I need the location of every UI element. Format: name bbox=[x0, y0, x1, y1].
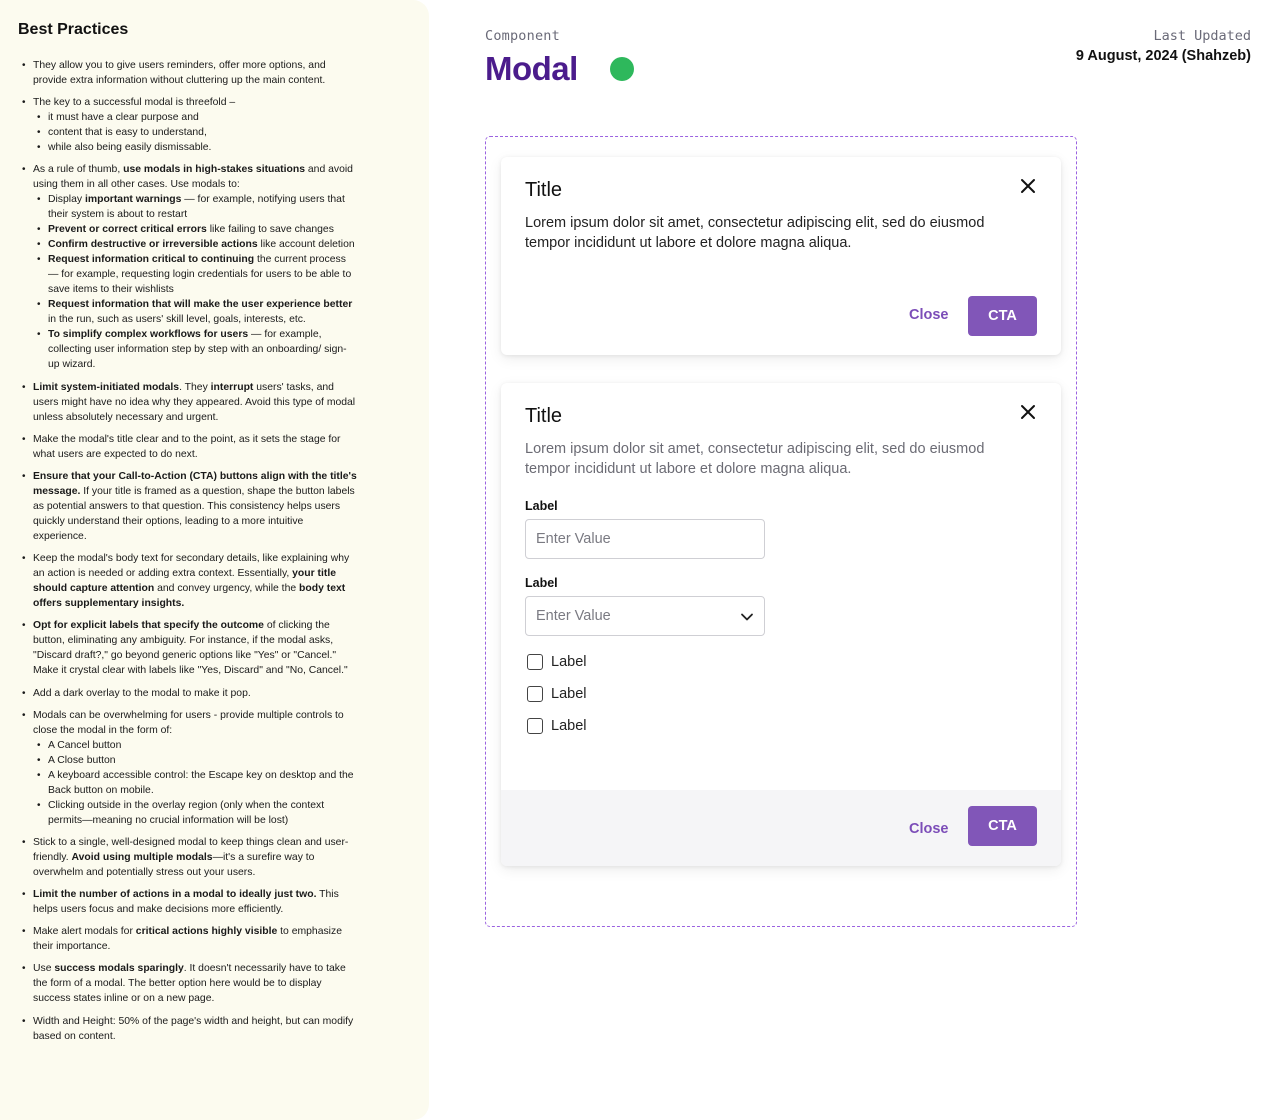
body-text: like account deletion bbox=[257, 239, 355, 251]
body-text: Width and Height: 50% of the page's width and height, but can modify based on content. bbox=[33, 1015, 354, 1042]
best-practices-title: Best Practices bbox=[18, 21, 129, 38]
text-input[interactable] bbox=[525, 519, 765, 559]
checkbox[interactable] bbox=[527, 718, 543, 734]
best-practice-subitem bbox=[33, 125, 358, 140]
best-practice-item bbox=[18, 432, 358, 462]
modal-body-text: Lorem ipsum dolor sit amet, consectetur adipiscing elit, sed do eiusmod tempor incididunt ut labore et dolore magna aliqua. bbox=[525, 215, 985, 251]
body-text: Display bbox=[48, 194, 85, 206]
best-practice-text bbox=[33, 926, 342, 952]
best-practice-text bbox=[33, 60, 326, 86]
emphasis-text: Request information that will make the user experience better bbox=[48, 299, 353, 311]
body-text: Stick to a single, well-designed modal to keep things clean and user-friendly. bbox=[33, 836, 349, 863]
body-text: They allow you to give users reminders, offer more options, and provide extra information without cluttering up the main content. bbox=[33, 60, 326, 86]
chevron-down-icon bbox=[740, 610, 754, 629]
body-text: If your title is framed as a question, shape the button labels as potential answers to that question. This consistency helps users quickly understand their options, leading to a more intuitive experience. bbox=[33, 485, 355, 542]
best-practice-item bbox=[18, 708, 358, 828]
modal-title: Title bbox=[525, 405, 563, 427]
body-text: Keep the modal's body text for secondary details, like explaining why an action is needed or adding extra context. Essentially, bbox=[33, 553, 350, 580]
checkbox-option[interactable] bbox=[527, 685, 586, 703]
emphasis-text: critical actions highly visible bbox=[135, 926, 278, 938]
body-text: A Close button bbox=[48, 754, 116, 766]
close-icon[interactable] bbox=[1019, 177, 1037, 195]
body-text: This helps users focus and make decisions more efficiently. bbox=[33, 889, 339, 916]
best-practice-sublist bbox=[33, 192, 358, 372]
best-practice-item bbox=[18, 961, 358, 1006]
emphasis-text: use modals in high-stakes situations bbox=[123, 164, 305, 176]
best-practice-item bbox=[18, 1014, 358, 1044]
select-dropdown[interactable] bbox=[525, 596, 765, 636]
best-practice-subitem bbox=[33, 327, 358, 372]
close-button[interactable]: Close bbox=[909, 821, 949, 837]
best-practice-item bbox=[18, 380, 358, 425]
best-practice-text bbox=[33, 434, 341, 460]
best-practice-subitem bbox=[33, 192, 358, 222]
emphasis-text: Request information critical to continuing bbox=[48, 254, 255, 266]
best-practice-text bbox=[33, 553, 349, 609]
best-practice-item bbox=[18, 162, 358, 372]
text-field-label: Label bbox=[525, 499, 558, 513]
body-text: Use bbox=[33, 963, 55, 975]
best-practice-sublist bbox=[33, 110, 358, 155]
best-practice-item bbox=[18, 835, 358, 880]
best-practice-subitem bbox=[33, 110, 358, 125]
body-text: and avoid using them in all other cases. Use modals to: bbox=[33, 164, 353, 191]
page-title: Modal bbox=[485, 50, 578, 87]
close-button[interactable]: Close bbox=[909, 307, 949, 323]
best-practice-text bbox=[33, 382, 355, 423]
body-text: content that is easy to understand, bbox=[48, 127, 207, 139]
best-practice-subitem bbox=[33, 140, 358, 155]
emphasis-text: Limit the number of actions in a modal to ideally just two. bbox=[33, 889, 317, 901]
best-practice-subitem bbox=[33, 753, 358, 768]
best-practices-list bbox=[18, 58, 358, 1044]
best-practice-item bbox=[18, 924, 358, 954]
body-text: A keyboard accessible control: the Escape key on desktop and the Back button on mobile. bbox=[48, 769, 354, 796]
best-practice-item bbox=[18, 618, 358, 678]
best-practice-text bbox=[33, 620, 348, 676]
body-text: Make alert modals for bbox=[33, 926, 136, 938]
best-practice-text bbox=[33, 710, 344, 736]
body-text: like failing to save changes bbox=[206, 224, 334, 236]
body-text: Add a dark overlay to the modal to make it pop. bbox=[33, 687, 251, 699]
best-practice-subitem bbox=[33, 768, 358, 798]
last-updated-value: 9 August, 2024 (Shahzeb) bbox=[1075, 48, 1251, 64]
best-practice-subitem bbox=[33, 222, 358, 237]
emphasis-text: Avoid using multiple modals bbox=[71, 851, 213, 863]
emphasis-text: your title should capture attention bbox=[33, 568, 337, 595]
best-practice-sublist bbox=[33, 738, 358, 828]
best-practice-text bbox=[33, 688, 251, 699]
best-practice-item bbox=[18, 95, 358, 155]
best-practice-item bbox=[18, 58, 358, 88]
best-practice-subitem bbox=[33, 738, 358, 753]
body-text: . They bbox=[179, 381, 211, 393]
body-text: . It doesn't necessarily have to take the form of a modal. The better option here would be to display success states inline or on a new page. bbox=[33, 963, 346, 1005]
checkbox-label: Label bbox=[551, 718, 587, 734]
body-text: the current process — for example, requesting login credentials for users to be able to save items to their wishlists bbox=[48, 254, 352, 296]
body-text: users' tasks, and users might have no idea why they appeared. Avoid this type of modal unless absolutely necessary and urgent. bbox=[33, 381, 356, 423]
emphasis-text: Limit system-initiated modals bbox=[33, 381, 180, 393]
best-practice-item bbox=[18, 887, 358, 917]
emphasis-text: Ensure that your Call-to-Action (CTA) buttons align with the title's message. bbox=[33, 470, 357, 497]
body-text: in the run, such as users' skill level, goals, interests, etc. bbox=[48, 314, 306, 326]
best-practice-subitem bbox=[33, 798, 358, 828]
cta-button[interactable]: CTA bbox=[968, 806, 1037, 846]
body-text: — for example, collecting user information step by step with an onboarding/ sign-up wizard. bbox=[48, 329, 347, 371]
best-practice-item bbox=[18, 686, 358, 701]
body-text: —it's a surefire way to overwhelm and potentially stress out your users. bbox=[33, 851, 315, 878]
emphasis-text: Confirm destructive or irreversible actions bbox=[48, 239, 258, 251]
checkbox-label: Label bbox=[551, 654, 587, 670]
best-practice-item bbox=[18, 469, 358, 544]
best-practice-text bbox=[33, 97, 235, 108]
emphasis-text: To simplify complex workflows for users bbox=[48, 329, 249, 341]
select-field-label: Label bbox=[525, 576, 558, 590]
body-text: it must have a clear purpose and bbox=[48, 112, 199, 124]
body-text: and convey urgency, while the bbox=[154, 583, 300, 595]
body-text: — for example, notifying users that their system is about to restart bbox=[48, 194, 345, 221]
modal-form bbox=[501, 383, 1061, 866]
best-practices-panel bbox=[0, 0, 429, 1120]
best-practice-text bbox=[33, 837, 348, 878]
modal-footer bbox=[501, 790, 1061, 866]
checkbox-option[interactable] bbox=[527, 717, 586, 735]
checkbox-option[interactable] bbox=[527, 653, 586, 671]
emphasis-text: important warnings bbox=[84, 194, 182, 206]
status-indicator bbox=[610, 57, 634, 81]
component-label: Component bbox=[485, 28, 560, 44]
best-practice-subitem bbox=[33, 237, 358, 252]
cta-button[interactable]: CTA bbox=[968, 296, 1037, 336]
best-practice-text bbox=[33, 889, 339, 915]
modal-body-text: Lorem ipsum dolor sit amet, consectetur adipiscing elit, sed do eiusmod tempor incididunt ut labore et dolore magna aliqua. bbox=[525, 441, 985, 477]
modal-title: Title bbox=[525, 179, 563, 201]
body-text: The key to a successful modal is threefold – bbox=[33, 97, 236, 109]
checkbox-label: Label bbox=[551, 686, 587, 702]
checkbox[interactable] bbox=[527, 686, 543, 702]
best-practice-item bbox=[18, 551, 358, 611]
body-text: A Cancel button bbox=[48, 739, 122, 751]
best-practice-text bbox=[33, 1016, 353, 1042]
modal-simple bbox=[501, 157, 1061, 355]
body-text: As a rule of thumb, bbox=[33, 164, 124, 176]
best-practice-subitem bbox=[33, 252, 358, 297]
checkbox[interactable] bbox=[527, 654, 543, 670]
body-text: to emphasize their importance. bbox=[33, 926, 342, 953]
body-text: while also being easily dismissable. bbox=[48, 142, 212, 154]
body-text: Make the modal's title clear and to the point, as it sets the stage for what users are expected to do next. bbox=[33, 433, 341, 460]
last-updated-label: Last Updated bbox=[1153, 28, 1251, 44]
select-value: Enter Value bbox=[536, 608, 611, 624]
emphasis-text: Opt for explicit labels that specify the outcome bbox=[33, 620, 264, 632]
close-icon[interactable] bbox=[1019, 403, 1037, 421]
best-practice-text bbox=[33, 164, 353, 190]
best-practice-subitem bbox=[33, 297, 358, 327]
best-practice-text bbox=[33, 963, 346, 1004]
best-practice-text bbox=[33, 471, 357, 542]
body-text: Clicking outside in the overlay region (only when the context permits—meaning no crucial information will be lost) bbox=[48, 799, 325, 826]
body-text: of clicking the button, eliminating any ambiguity. For instance, if the modal asks, "Discard draft?," go beyond generic options like "Yes" or "Cancel." Make it crystal clear with labels like "Yes, Discard" and "No, Cancel." bbox=[33, 620, 348, 677]
emphasis-text: body text offers supplementary insights. bbox=[33, 583, 346, 610]
emphasis-text: interrupt bbox=[210, 381, 254, 393]
emphasis-text: Prevent or correct critical errors bbox=[48, 224, 207, 236]
emphasis-text: success modals sparingly bbox=[54, 963, 184, 975]
body-text: Modals can be overwhelming for users - provide multiple controls to close the modal in the form of: bbox=[33, 709, 344, 736]
